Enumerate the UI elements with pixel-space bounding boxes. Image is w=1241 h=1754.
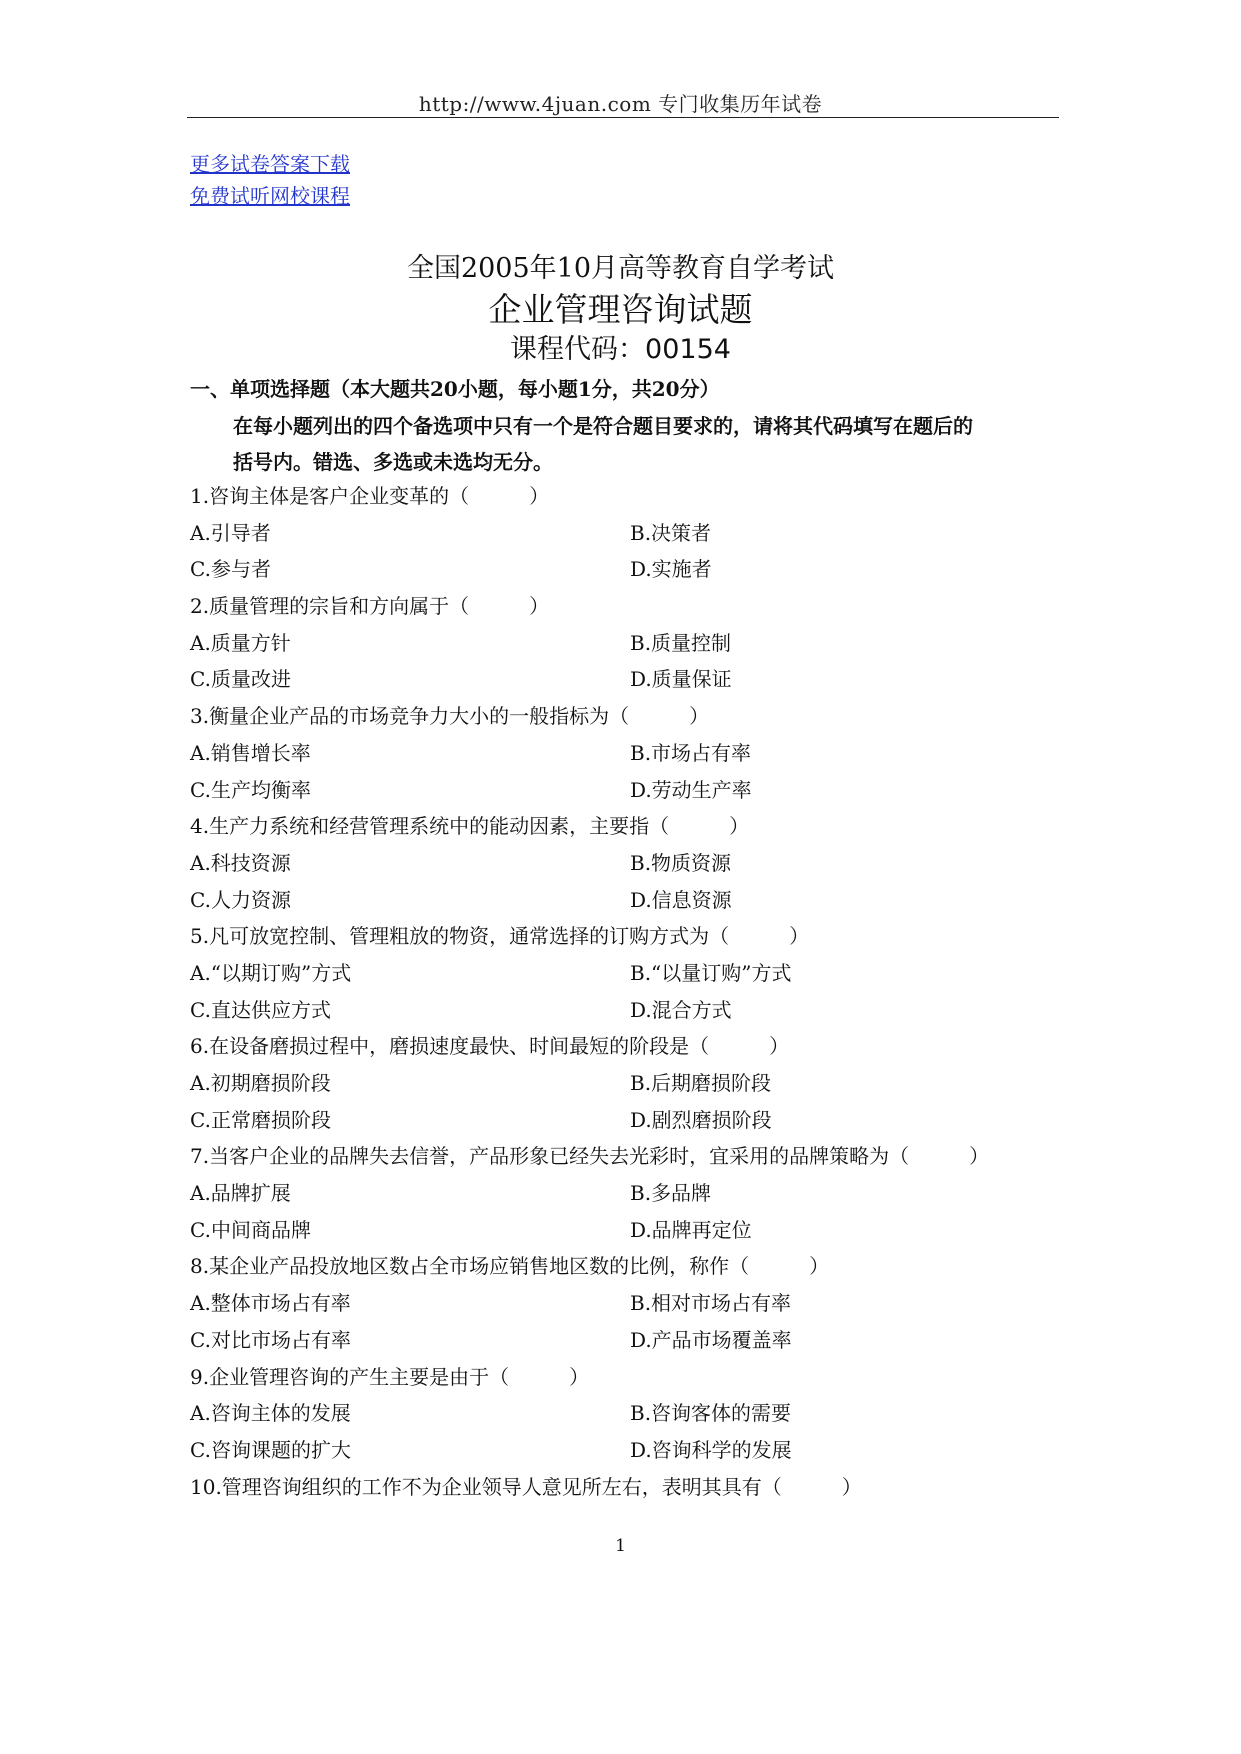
option-row	[190, 735, 1070, 772]
question-stem: 7.当客户企业的品牌失去信誉，产品形象已经失去光彩时，宜采用的品牌策略为（ ）	[190, 1144, 990, 1169]
answer-option: D.产品市场覆盖率	[630, 1327, 792, 1352]
header-url: http://www.4juan.com	[418, 92, 652, 116]
option-row	[190, 845, 1070, 882]
section-instruction-2: 括号内。错选、多选或未选均无分。	[233, 450, 553, 474]
answer-option: D.剧烈磨损阶段	[630, 1107, 772, 1132]
answer-option: A.引导者	[190, 520, 271, 545]
answer-option: C.正常磨损阶段	[190, 1107, 331, 1132]
option-row	[190, 1212, 1070, 1249]
header-tagline: 专门收集历年试卷	[658, 92, 823, 116]
answer-option: B.质量控制	[630, 630, 732, 655]
answer-option: C.生产均衡率	[190, 777, 311, 802]
answer-option: C.质量改进	[190, 667, 291, 692]
answer-option: A.销售增长率	[190, 740, 311, 765]
answer-option: B.多品牌	[630, 1181, 712, 1206]
question-stem: 2.质量管理的宗旨和方向属于（ ）	[190, 594, 550, 619]
answer-option: C.咨询课题的扩大	[190, 1437, 351, 1462]
option-row	[190, 1322, 1070, 1359]
answer-option: B.物质资源	[630, 850, 732, 875]
answer-option: A.科技资源	[190, 850, 291, 875]
link-free-course[interactable]: 免费试听网校课程	[190, 184, 350, 208]
option-row	[190, 515, 1070, 552]
question-list	[190, 478, 1070, 1505]
answer-option: C.直达供应方式	[190, 997, 331, 1022]
answer-option: D.混合方式	[630, 997, 732, 1022]
option-row	[190, 551, 1070, 588]
answer-option: B.“以量订购”方式	[630, 960, 792, 985]
page-number: 1	[615, 1536, 626, 1556]
option-row	[190, 882, 1070, 919]
answer-option: D.信息资源	[630, 887, 732, 912]
exam-course-code: 课程代码：00154	[510, 334, 731, 365]
answer-option: D.质量保证	[630, 667, 732, 692]
answer-option: B.咨询客体的需要	[630, 1401, 792, 1426]
question-stem: 10.管理咨询组织的工作不为企业领导人意见所左右，表明其具有（ ）	[190, 1474, 862, 1499]
answer-option: B.后期磨损阶段	[630, 1071, 772, 1095]
answer-option: B.决策者	[630, 520, 712, 545]
answer-option: A.品牌扩展	[190, 1181, 291, 1206]
answer-option: A.咨询主体的发展	[190, 1401, 351, 1426]
option-row	[190, 955, 1070, 992]
option-row	[190, 1432, 1070, 1469]
answer-option: C.中间商品牌	[190, 1217, 311, 1242]
answer-option: A.“以期订购”方式	[190, 960, 352, 985]
answer-option: C.参与者	[190, 557, 271, 582]
answer-option: A.质量方针	[190, 630, 291, 655]
page-header	[0, 88, 1241, 117]
question-stem: 4.生产力系统和经营管理系统中的能动因素，主要指（ ）	[190, 814, 750, 839]
question-stem: 6.在设备磨损过程中，磨损速度最快、时间最短的阶段是（ ）	[190, 1034, 790, 1059]
answer-option: D.品牌再定位	[630, 1217, 752, 1242]
option-row	[190, 1175, 1070, 1212]
exam-title-line2: 企业管理咨询试题	[488, 290, 753, 329]
question-stem: 1.咨询主体是客户企业变革的（ ）	[190, 484, 550, 508]
answer-option: D.劳动生产率	[630, 777, 752, 802]
section-instruction-1: 在每小题列出的四个备选项中只有一个是符合题目要求的，请将其代码填写在题后的	[233, 414, 973, 438]
option-row	[190, 992, 1070, 1029]
question-stem: 9.企业管理咨询的产生主要是由于（ ）	[190, 1364, 590, 1389]
answer-option: B.市场占有率	[630, 740, 752, 765]
question-stem: 8.某企业产品投放地区数占全市场应销售地区数的比例，称作（ ）	[190, 1254, 830, 1279]
section-heading: 一、单项选择题（本大题共20小题，每小题1分，共20分）	[190, 377, 720, 401]
answer-option: C.对比市场占有率	[190, 1327, 351, 1352]
answer-option: D.咨询科学的发展	[630, 1437, 792, 1462]
question-stem: 3.衡量企业产品的市场竞争力大小的一般指标为（ ）	[190, 704, 710, 729]
answer-option: B.相对市场占有率	[630, 1291, 792, 1316]
option-row	[190, 1395, 1070, 1432]
header-rule	[187, 117, 1059, 118]
answer-option: A.初期磨损阶段	[190, 1071, 331, 1095]
option-row	[190, 1065, 1070, 1102]
exam-title-line1: 全国2005年10月高等教育自学考试	[406, 253, 835, 284]
answer-option: A.整体市场占有率	[190, 1291, 351, 1316]
option-row	[190, 1102, 1070, 1139]
question-stem: 5.凡可放宽控制、管理粗放的物资，通常选择的订购方式为（ ）	[190, 924, 810, 949]
option-row	[190, 772, 1070, 809]
answer-option: C.人力资源	[190, 887, 291, 912]
option-row	[190, 661, 1070, 698]
option-row	[190, 1285, 1070, 1322]
option-row	[190, 625, 1070, 662]
answer-option: D.实施者	[630, 557, 712, 582]
link-more-answers[interactable]: 更多试卷答案下载	[190, 152, 350, 176]
